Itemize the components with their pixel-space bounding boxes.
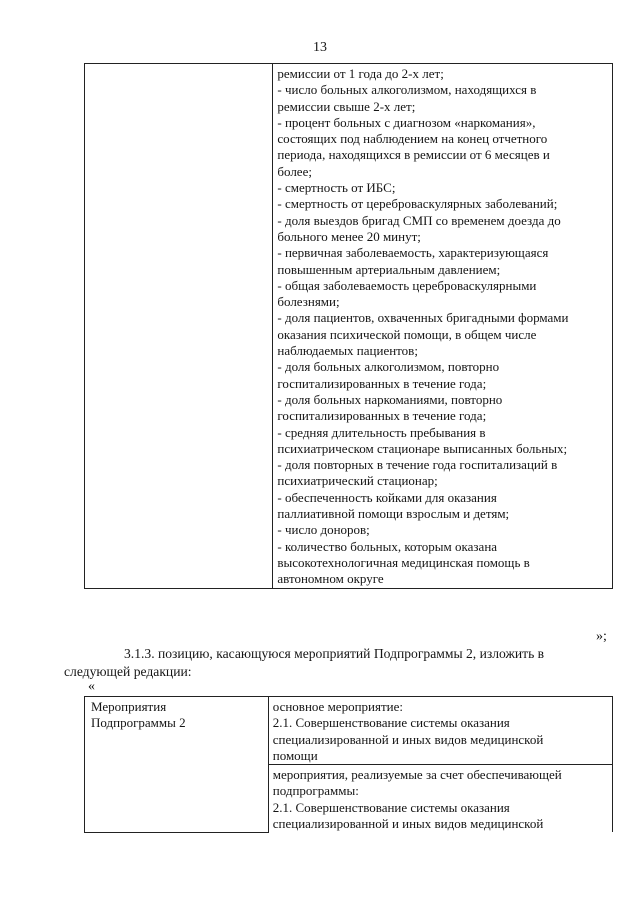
measures-table: [84, 696, 613, 833]
table-row: [85, 64, 613, 589]
text-line: ремиссии от 1 года до 2-х лет;: [277, 66, 444, 81]
text-line: наблюдаемых пациентов;: [277, 343, 418, 359]
text-line: оказания психической помощи, в общем числе: [277, 326, 537, 342]
text-line: автономном округе: [277, 571, 384, 587]
text-line: 2.1. Совершенствование системы оказания: [272, 799, 510, 815]
text-line: - смертность от ИБС;: [277, 180, 396, 196]
text-line: - доля повторных в течение года госпитализаций в: [277, 457, 558, 473]
amendment-paragraph: [64, 645, 614, 680]
paragraph-line: 3.1.3. позицию, касающуюся мероприятий Подпрограммы 2, изложить в: [124, 646, 545, 661]
text-line: 2.1. Совершенствование системы оказания: [272, 715, 510, 731]
text-line: - доля больных алкоголизмом, повторно: [277, 359, 500, 375]
text-line: - доля больных наркоманиями, повторно: [277, 391, 503, 407]
indicators-table: [84, 63, 613, 589]
main-measure-list: [269, 697, 612, 764]
opening-quote: «: [88, 679, 95, 694]
text-line: мероприятия, реализуемые за счет обеспечивающей: [272, 767, 562, 783]
text-line: болезнями;: [277, 294, 340, 310]
text-line: - смертность от цереброваскулярных заболеваний;: [277, 196, 558, 212]
text-line: - общая заболеваемость цереброваскулярными: [277, 277, 537, 293]
text-line: Мероприятия: [91, 699, 167, 714]
text-line: основное мероприятие:: [272, 699, 403, 714]
text-line: больного менее 20 минут;: [277, 228, 421, 244]
table-cell-empty: [85, 64, 273, 589]
text-line: Подпрограммы 2: [91, 715, 186, 731]
text-line: - обеспеченность койками для оказания: [277, 489, 497, 505]
text-line: - доля выездов бригад СМП со временем доезда до: [277, 212, 561, 228]
text-line: - количество больных, которым оказана: [277, 538, 498, 554]
closing-quote: »;: [596, 629, 607, 644]
page-number: 13: [313, 40, 327, 55]
text-line: помощи: [272, 747, 318, 763]
text-line: периода, находящихся в ремиссии от 6 месяцев и: [277, 147, 550, 163]
text-line: повышенным артериальным давлением;: [277, 261, 501, 277]
text-line: специализированной и иных видов медицинской: [272, 731, 544, 747]
main-measure-cell: [268, 697, 612, 765]
text-line: ремиссии свыше 2-х лет;: [277, 98, 416, 114]
text-line: психиатрическом стационаре выписанных больных;: [277, 440, 568, 456]
text-line: госпитализированных в течение года;: [277, 375, 487, 391]
text-line: специализированной и иных видов медицинской: [272, 816, 544, 832]
text-line: более;: [277, 163, 312, 179]
text-line: высокотехнологичная медицинская помощь в: [277, 554, 530, 570]
indicators-list: [273, 64, 612, 588]
support-measure-list: [269, 765, 612, 832]
text-line: - первичная заболеваемость, характеризующаяся: [277, 245, 549, 261]
text-line: госпитализированных в течение года;: [277, 408, 487, 424]
text-line: паллиативной помощи взрослым и детям;: [277, 506, 510, 522]
text-line: - число доноров;: [277, 522, 370, 538]
table-row: [85, 697, 613, 765]
text-line: - доля пациентов, охваченных бригадными формами: [277, 310, 569, 326]
measures-label-cell: [85, 697, 269, 833]
text-line: - процент больных с диагнозом «наркомания»,: [277, 114, 536, 130]
text-line: психиатрический стационар;: [277, 473, 438, 489]
paragraph-line: следующей редакции:: [64, 663, 192, 679]
text-line: - число больных алкоголизмом, находящихся в: [277, 82, 537, 98]
support-measure-cell: [268, 765, 612, 833]
measures-label: [85, 697, 268, 732]
text-line: - средняя длительность пребывания в: [277, 424, 486, 440]
indicators-cell: [273, 64, 613, 589]
text-line: подпрограммы:: [272, 783, 359, 799]
text-line: состоящих под наблюдением на конец отчетного: [277, 131, 548, 147]
